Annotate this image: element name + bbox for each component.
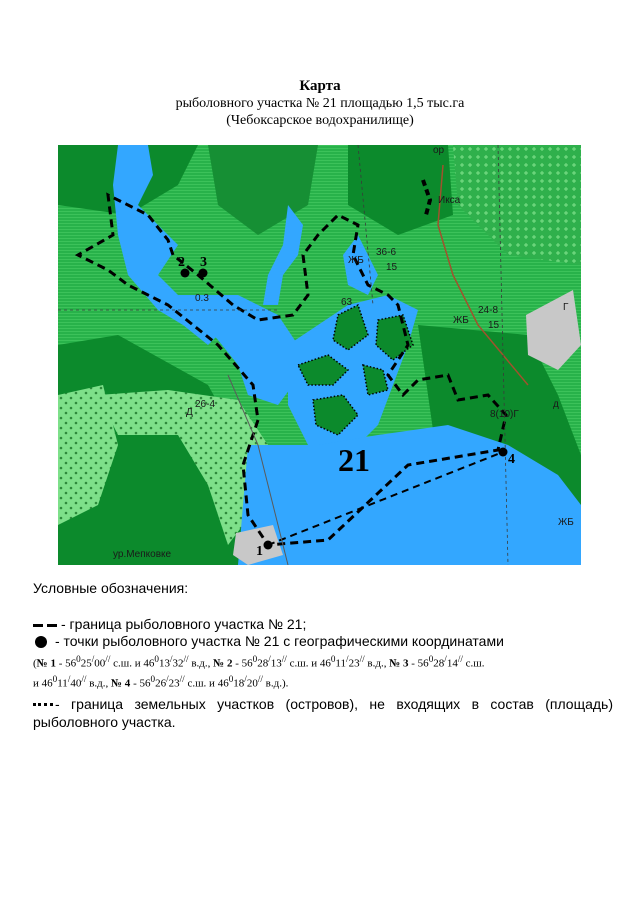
coords-sup: //	[359, 654, 365, 664]
map-canvas	[58, 145, 581, 565]
coords-text: (	[33, 657, 37, 670]
coords-sup: 0	[252, 654, 258, 664]
coords-text: с.ш.	[462, 657, 485, 670]
coords-text: в.д.,	[188, 657, 214, 670]
legend-islands-row	[33, 695, 613, 731]
coords-sup: 0	[330, 654, 336, 664]
coords-text: 11	[57, 677, 68, 690]
coords-text: 26	[155, 677, 167, 690]
legend-boundary-text: - граница рыболовного участка № 21;	[61, 616, 307, 632]
coords-text: 00	[94, 657, 106, 670]
coords-sup: /	[346, 654, 349, 664]
map-label-36: 36-6	[376, 247, 397, 258]
point-label-4: 4	[508, 452, 515, 467]
point-marker-1[interactable]	[264, 541, 273, 550]
legend-points-text: - точки рыболовного участка № 21 с географическими координатами	[55, 633, 504, 649]
map-label-26: 26-4	[195, 399, 216, 410]
coords-text: 13	[270, 657, 282, 670]
coords-sup: //	[457, 654, 463, 664]
legend-islands-text: - граница земельных участков (островов), не входящих в состав (площадь) рыболовного участка.	[33, 696, 613, 731]
coords-sup: /	[91, 654, 95, 664]
page-title: Карта	[299, 78, 341, 94]
coords-text: 28	[257, 657, 269, 670]
map-label-zhb2: ЖБ	[453, 315, 469, 326]
coords-text: - 56	[130, 677, 151, 690]
coords-sup: 0	[154, 654, 159, 664]
legend-boundary-row	[33, 616, 613, 633]
coords-text: 18	[233, 677, 245, 690]
coords-point-4: № 4	[111, 677, 131, 690]
coords-point-1: № 1	[36, 657, 56, 670]
coords-text: - 56	[55, 657, 77, 670]
coords-sup: //	[257, 673, 263, 684]
map-label-24b: 15	[488, 320, 500, 331]
coords-point-2: № 2	[213, 657, 233, 670]
coords-text: 40	[70, 677, 82, 690]
coords-text: с.ш. и 46	[184, 677, 229, 690]
legend	[33, 580, 613, 731]
coords-text: с.ш. и 46	[110, 657, 155, 670]
coords-text: 25	[80, 657, 92, 670]
coords-text: 20	[246, 677, 258, 690]
coords-text: 23	[348, 657, 360, 670]
coords-text: 13	[158, 657, 170, 670]
map-header	[0, 78, 640, 129]
map-label-03: 0.3	[195, 293, 209, 304]
coords-text: в.д.,	[86, 677, 111, 690]
coords-sup: 0	[150, 673, 156, 684]
map-label-d: Д	[186, 407, 193, 418]
coords-text: 11	[335, 657, 347, 670]
map-label-g: Г	[563, 302, 569, 313]
map-label-63: 63	[341, 297, 353, 308]
map-image	[58, 145, 581, 565]
legend-coordinates	[33, 652, 613, 691]
dotted-line-icon	[33, 703, 53, 709]
coords-sup: 0	[228, 673, 234, 684]
coords-text: в.д.,	[364, 657, 390, 670]
coords-sup: //	[105, 654, 111, 664]
coords-text: - 56	[408, 657, 429, 670]
map-label-zhb3: ЖБ	[558, 517, 574, 528]
point-label-1: 1	[256, 544, 263, 559]
coords-sup: /	[166, 673, 169, 684]
coords-sup: 0	[76, 654, 81, 664]
point-marker-4[interactable]	[499, 448, 508, 457]
map-label-op: ор	[433, 145, 445, 156]
legend-title: Условные обозначения:	[33, 580, 189, 596]
coords-point-3: № 3	[389, 657, 409, 670]
coords-sup: //	[81, 673, 87, 684]
coords-sup: //	[281, 654, 287, 664]
page-subtitle: рыболовного участка № 21 площадью 1,5 тыс.га	[175, 96, 465, 111]
legend-points-row	[33, 633, 613, 650]
map-label-36b: 15	[386, 262, 398, 273]
coords-sup: 0	[52, 673, 58, 684]
coords-sup: 0	[428, 654, 434, 664]
point-label-3: 3	[200, 255, 207, 270]
coords-sup: /	[268, 654, 271, 664]
coords-sup: //	[183, 654, 189, 664]
dashed-line-icon	[33, 622, 59, 628]
coords-text: - 56	[232, 657, 253, 670]
coords-text: в.д.).	[262, 677, 289, 690]
coords-sup: /	[169, 654, 173, 664]
map-label-8: 8(10)Г	[490, 409, 519, 420]
coords-text: 32	[172, 657, 184, 670]
point-dot-icon	[35, 636, 47, 648]
coords-text: 28	[433, 657, 445, 670]
map-label-d2: д	[553, 399, 559, 410]
coords-sup: /	[444, 654, 447, 664]
coords-text: с.ш. и 46	[286, 657, 331, 670]
map-label-iksa: Икса	[438, 195, 461, 206]
coords-sup: //	[179, 673, 185, 684]
map-label-zhb1: ЖБ	[348, 255, 364, 266]
coords-sup: /	[244, 673, 247, 684]
coords-text: 23	[168, 677, 180, 690]
map-label-mepk: ур.Мепковке	[113, 549, 172, 560]
coords-sup: /	[67, 673, 71, 684]
map-label-24: 24-8	[478, 305, 499, 316]
point-label-2: 2	[178, 255, 185, 270]
coords-text: 14	[446, 657, 458, 670]
coords-text: и 46	[33, 677, 53, 690]
reservoir-name: (Чебоксарское водохранилище)	[226, 113, 414, 128]
fishing-area-number: 21	[338, 442, 370, 478]
